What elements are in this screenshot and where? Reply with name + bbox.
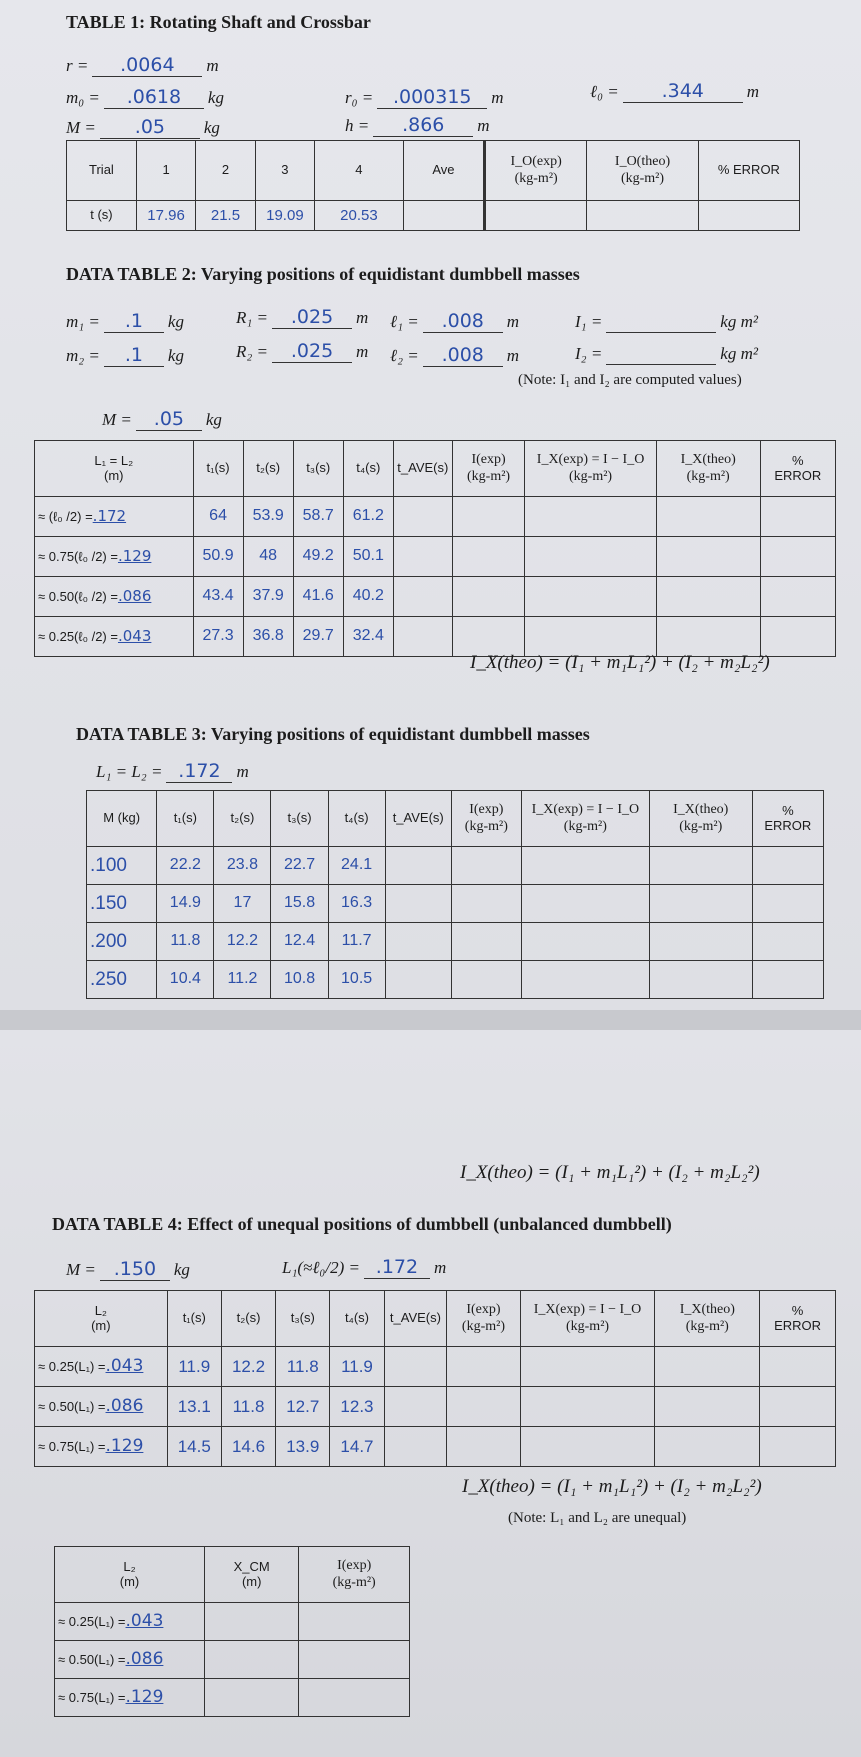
t3-h-error: % ERROR [752,791,823,847]
t3-h-t1: t₁(s) [157,791,214,847]
table-row [87,847,824,885]
empty-cell [649,961,752,999]
t2-row3-val: .086 [117,586,152,605]
t2-l1-label: ℓ₁ = [390,312,419,331]
t2-h-t1: t₁(s) [193,441,243,497]
table-row [35,577,836,617]
empty-cell [520,1347,655,1387]
t1-h-label: h = [345,116,370,135]
t4-row1-t4: 11.9 [330,1347,384,1387]
t1-time-3: 19.09 [255,201,314,231]
empty-cell [760,1427,836,1467]
t4-h-ixtheo: I_X(theo) (kg-m²) [655,1291,760,1347]
table-row [35,537,836,577]
t3-row2-t4: 16.3 [328,885,385,923]
t1-time-2: 21.5 [196,201,255,231]
t2-row4-t2: 36.8 [243,617,293,657]
t1-h-1: 1 [136,141,195,201]
empty-cell [384,1347,447,1387]
t2-row1-t2: 53.9 [243,497,293,537]
empty-cell [760,577,835,617]
t1-h-3: 3 [255,141,314,201]
t4-row3-t2: 14.6 [221,1427,275,1467]
empty-cell [447,1427,520,1467]
t3-row3-m: .200 [87,923,157,961]
empty-cell [760,1347,836,1387]
t3-h-iexp: I(exp) (kg-m²) [451,791,521,847]
t2-h-L: L₁ = L₂ (m) [35,441,194,497]
t4s-row1-label-cell [55,1603,205,1641]
table2-title: DATA TABLE 2: Varying positions of equidistant dumbbell masses [66,264,580,284]
t4-formula-bottom: I_X(theo) = (I₁ + m₁L₁²) + (I₂ + m₂L₂²) [462,1476,762,1497]
t2-note: (Note: I₁ and I₂ are computed values) [518,372,742,388]
t4-row3-label: ≈ 0.75(L₁) = [38,1438,106,1454]
t1-r-unit: m [206,56,219,75]
empty-cell [656,497,760,537]
t4-h-t4: t₄(s) [330,1291,384,1347]
empty-cell [385,961,451,999]
t2-I2-unit: kg m² [720,344,758,363]
t2-m2-value: .1 [104,344,164,367]
table4 [34,1290,836,1467]
t4-note: (Note: L₁ and L₂ are unequal) [508,1510,687,1526]
t4-h-ixexp: I_X(exp) = I − I_O (kg-m²) [520,1291,655,1347]
t3-h-tave: t_AVE(s) [385,791,451,847]
t2-h-error: % ERROR [760,441,835,497]
t2-row1-t3: 58.7 [293,497,343,537]
t2-R1-value: .025 [272,306,352,329]
empty-cell [299,1641,410,1679]
t2-row3-t3: 41.6 [293,577,343,617]
table-row [55,1641,410,1679]
t2-row2-t2: 48 [243,537,293,577]
t2-l2-unit: m [506,346,519,365]
t4-row3-val: .129 [105,1435,144,1456]
empty-cell [655,1387,760,1427]
t2-h-t2: t₂(s) [243,441,293,497]
empty-cell [521,961,649,999]
t3-row2-m: .150 [87,885,157,923]
t1-l0-value: .344 [623,80,743,103]
t4s-row2-label: ≈ 0.50(L₁) = [58,1651,126,1667]
table-row [35,1387,836,1427]
empty-cell [656,617,760,657]
empty-cell [393,617,452,657]
t4-row2-t4: 12.3 [330,1387,384,1427]
t2-h-ixexp: I_X(exp) = I − I_O (kg-m²) [525,441,656,497]
t2-row3-label-cell [35,577,194,617]
empty-cell [521,885,649,923]
table-row [87,885,824,923]
empty-cell [299,1679,410,1717]
empty-cell [760,497,835,537]
table-row [87,923,824,961]
t2-m2-field [66,344,184,367]
t1-M-value: .05 [100,116,200,139]
t4-h-error: % ERROR [760,1291,836,1347]
t4s-row3-val: .129 [125,1686,164,1707]
t2-row3-t4: 40.2 [343,577,393,617]
t3-row1-t4: 24.1 [328,847,385,885]
t2-h-t4: t₄(s) [343,441,393,497]
table-row [35,1347,836,1387]
t4-row1-t3: 11.8 [276,1347,330,1387]
t2-row3-t2: 37.9 [243,577,293,617]
t4-h-L2: L₂ (m) [35,1291,168,1347]
t2-m1-unit: kg [167,312,184,331]
empty-cell [205,1679,299,1717]
t3-row1-t2: 23.8 [214,847,271,885]
t2-m1-label: m₁ = [66,312,100,331]
table-row [35,497,836,537]
t2-I1-label: I₁ = [575,312,603,331]
t2-h-iexp: I(exp) (kg-m²) [452,441,525,497]
table4-title: DATA TABLE 4: Effect of unequal positions of dumbbell (unbalanced dumbbell) [52,1214,672,1234]
empty-cell [521,847,649,885]
t3-row4-t1: 10.4 [157,961,214,999]
t2-row4-t4: 32.4 [343,617,393,657]
page-gap [0,1010,861,1030]
t1-io-theo-cell [587,201,699,231]
table-row [35,617,836,657]
empty-cell [393,497,452,537]
t1-io-exp-cell [485,201,587,231]
empty-cell [525,617,656,657]
empty-cell [649,847,752,885]
t1-h-4: 4 [315,141,404,201]
empty-cell [520,1427,655,1467]
t3-row2-t3: 15.8 [271,885,328,923]
t1-row-label: t (s) [67,201,137,231]
t3-row1-m: .100 [87,847,157,885]
table4-small [54,1546,410,1717]
t1-M-label: M = [66,118,96,137]
t3-row3-t3: 12.4 [271,923,328,961]
t1-m0-unit: kg [207,88,224,107]
t2-I2-field [575,344,758,365]
t1-h-2: 2 [196,141,255,201]
t2-m2-unit: kg [167,346,184,365]
table3 [86,790,824,999]
t2-m1-value: .1 [104,310,164,333]
t3-row4-t4: 10.5 [328,961,385,999]
t3-row2-t2: 17 [214,885,271,923]
table-row [55,1679,410,1717]
t2-R2-value: .025 [272,340,352,363]
empty-cell [451,847,521,885]
t4-row2-label-cell [35,1387,168,1427]
t3-L-unit: m [236,762,249,781]
t3-h-t4: t₄(s) [328,791,385,847]
empty-cell [385,923,451,961]
empty-cell [525,497,656,537]
t3-row3-t2: 12.2 [214,923,271,961]
t4s-row1-val: .043 [125,1610,164,1631]
t1-h-ave: Ave [403,141,484,201]
t2-R1-field [236,306,368,329]
t4-row3-t3: 13.9 [276,1427,330,1467]
t4-M-field [66,1258,190,1281]
empty-cell [447,1347,520,1387]
t1-l0-label: ℓ₀ = [590,82,619,101]
empty-cell [451,923,521,961]
t4s-h-xcm: X_CM (m) [205,1547,299,1603]
empty-cell [520,1387,655,1427]
t3-row1-t1: 22.2 [157,847,214,885]
t4-row3-label-cell [35,1427,168,1467]
empty-cell [656,577,760,617]
empty-cell [447,1387,520,1427]
t4s-row1-label: ≈ 0.25(L₁) = [58,1613,126,1629]
t2-I2-label: I₂ = [575,344,603,363]
t2-R2-field [236,340,368,363]
t3-h-ixtheo: I_X(theo) (kg-m²) [649,791,752,847]
table-row [55,1603,410,1641]
t3-h-t3: t₃(s) [271,791,328,847]
t2-I1-unit: kg m² [720,312,758,331]
empty-cell [385,847,451,885]
t1-h-unit: m [477,116,490,135]
t4-row3-t1: 14.5 [167,1427,221,1467]
t3-h-ixexp: I_X(exp) = I − I_O (kg-m²) [521,791,649,847]
t3-row3-t1: 11.8 [157,923,214,961]
empty-cell [384,1387,447,1427]
table3-title: DATA TABLE 3: Varying positions of equidistant dumbbell masses [76,724,590,744]
table1-title: TABLE 1: Rotating Shaft and Crossbar [66,12,371,32]
t4-row1-label-cell [35,1347,168,1387]
empty-cell [452,617,525,657]
t1-l0-field [590,80,759,103]
empty-cell [752,923,823,961]
table-row [87,961,824,999]
t2-row4-val: .043 [117,626,152,645]
t1-h-field [345,114,490,137]
t1-m0-field [66,86,224,109]
empty-cell [760,537,835,577]
t4-M-label: M = [66,1260,96,1279]
empty-cell [393,577,452,617]
t1-h-error: % ERROR [698,141,799,201]
empty-cell [521,923,649,961]
t1-r0-field [345,86,504,109]
t1-h-io-exp: I_O(exp) (kg-m²) [485,141,587,201]
empty-cell [452,577,525,617]
t2-row4-t3: 29.7 [293,617,343,657]
t3-h-M: M (kg) [87,791,157,847]
t2-R2-label: R₂ = [236,342,269,361]
t2-l1-field [390,310,519,333]
t4-M-unit: kg [173,1260,190,1279]
t2-row1-t4: 61.2 [343,497,393,537]
t4s-row2-label-cell [55,1641,205,1679]
t2-l2-value: .008 [423,344,503,367]
empty-cell [655,1347,760,1387]
t3-row4-m: .250 [87,961,157,999]
t2-row1-label: ≈ (ℓ₀ /2) = [38,508,93,524]
t2-row1-val: .172 [92,506,127,525]
t4-row1-t1: 11.9 [167,1347,221,1387]
t1-h-io-theo: I_O(theo) (kg-m²) [587,141,699,201]
empty-cell [649,885,752,923]
t2-M-unit: kg [205,410,222,429]
t1-r-label: r = [66,56,89,75]
t4-row3-t4: 14.7 [330,1427,384,1467]
t2-I1-field [575,312,758,333]
t3-L-value: .172 [166,760,232,783]
empty-cell [385,885,451,923]
t4-h-t1: t₁(s) [167,1291,221,1347]
empty-cell [752,885,823,923]
t4-row2-t1: 13.1 [167,1387,221,1427]
t4-L1-field [282,1256,446,1279]
t1-r0-label: r₀ = [345,88,374,107]
empty-cell [655,1427,760,1467]
t2-M-field [102,408,222,431]
t4-row1-val: .043 [105,1355,144,1376]
t4-formula-top: I_X(theo) = (I₁ + m₁L₁²) + (I₂ + m₂L₂²) [460,1162,760,1183]
t1-r-value: .0064 [92,54,202,77]
t4s-h-L2: L₂ (m) [55,1547,205,1603]
t4-M-value: .150 [100,1258,170,1281]
t3-row1-t3: 22.7 [271,847,328,885]
t2-row2-t3: 49.2 [293,537,343,577]
t2-row2-t1: 50.9 [193,537,243,577]
t2-row2-label-cell [35,537,194,577]
t2-l1-value: .008 [423,310,503,333]
empty-cell [451,885,521,923]
t4-L1-value: .172 [364,1256,430,1279]
t1-m0-value: .0618 [104,86,204,109]
t2-formula: I_X(theo) = (I₁ + m₁L₁²) + (I₂ + m₂L₂²) [470,652,770,673]
t1-r0-value: .000315 [377,86,487,109]
t2-m1-field [66,310,184,333]
table-row [35,1427,836,1467]
t1-ave-cell [403,201,484,231]
t2-h-t3: t₃(s) [293,441,343,497]
empty-cell [752,847,823,885]
t4-row2-val: .086 [105,1395,144,1416]
t1-h-trial: Trial [67,141,137,201]
t2-row4-t1: 27.3 [193,617,243,657]
empty-cell [451,961,521,999]
t2-row2-t4: 50.1 [343,537,393,577]
t2-R1-label: R₁ = [236,308,269,327]
empty-cell [760,1387,836,1427]
t2-R1-unit: m [356,308,369,327]
empty-cell [525,577,656,617]
t2-M-value: .05 [136,408,202,431]
t1-M-unit: kg [203,118,220,137]
empty-cell [752,961,823,999]
t4s-h-iexp: I(exp) (kg-m²) [299,1547,410,1603]
t1-m0-label: m₀ = [66,88,100,107]
table2 [34,440,836,657]
t3-row4-t2: 11.2 [214,961,271,999]
empty-cell [299,1603,410,1641]
empty-cell [393,537,452,577]
empty-cell [649,923,752,961]
t2-row3-t1: 43.4 [193,577,243,617]
t4-row1-label: ≈ 0.25(L₁) = [38,1358,106,1374]
t2-l1-unit: m [506,312,519,331]
empty-cell [205,1603,299,1641]
t1-l0-unit: m [746,82,759,101]
t3-L-field [96,760,249,783]
table1 [66,140,800,231]
t1-M-field [66,116,220,139]
empty-cell [205,1641,299,1679]
empty-cell [760,617,835,657]
t1-time-1: 17.96 [136,201,195,231]
t4s-row2-val: .086 [125,1648,164,1669]
t4s-row3-label: ≈ 0.75(L₁) = [58,1689,126,1705]
t2-row4-label: ≈ 0.25(ℓ₀ /2) = [38,628,118,644]
t3-row4-t3: 10.8 [271,961,328,999]
t1-h-value: .866 [373,114,473,137]
t2-row1-label-cell [35,497,194,537]
t2-h-tave: t_AVE(s) [393,441,452,497]
t2-row2-label: ≈ 0.75(ℓ₀ /2) = [38,548,118,564]
t4-L1-label: L₁(≈ℓ₀/2) = [282,1258,360,1277]
t4-row1-t2: 12.2 [221,1347,275,1387]
t2-h-ixtheo: I_X(theo) (kg-m²) [656,441,760,497]
t4-h-iexp: I(exp) (kg-m²) [447,1291,520,1347]
empty-cell [525,537,656,577]
t4s-row3-label-cell [55,1679,205,1717]
t3-L-label: L₁ = L₂ = [96,762,163,781]
empty-cell [384,1427,447,1467]
t4-row2-t2: 11.8 [221,1387,275,1427]
t1-time-4: 20.53 [315,201,404,231]
t4-row2-label: ≈ 0.50(L₁) = [38,1398,106,1414]
t3-row3-t4: 11.7 [328,923,385,961]
t2-l2-label: ℓ₂ = [390,346,419,365]
t2-l2-field [390,344,519,367]
t2-M-label: M = [102,410,132,429]
t2-row1-t1: 64 [193,497,243,537]
t2-row4-label-cell [35,617,194,657]
t4-h-t2: t₂(s) [221,1291,275,1347]
empty-cell [452,497,525,537]
t4-h-tave: t_AVE(s) [384,1291,447,1347]
t4-L1-unit: m [433,1258,447,1277]
t1-error-cell [698,201,799,231]
empty-cell [452,537,525,577]
t4-h-t3: t₃(s) [276,1291,330,1347]
t1-r0-unit: m [491,88,504,107]
t1-r-field [66,54,219,77]
t3-h-t2: t₂(s) [214,791,271,847]
t2-row2-val: .129 [117,546,152,565]
t2-row3-label: ≈ 0.50(ℓ₀ /2) = [38,588,118,604]
empty-cell [656,537,760,577]
t3-row2-t1: 14.9 [157,885,214,923]
t4-row2-t3: 12.7 [276,1387,330,1427]
t2-m2-label: m₂ = [66,346,100,365]
t2-R2-unit: m [356,342,369,361]
